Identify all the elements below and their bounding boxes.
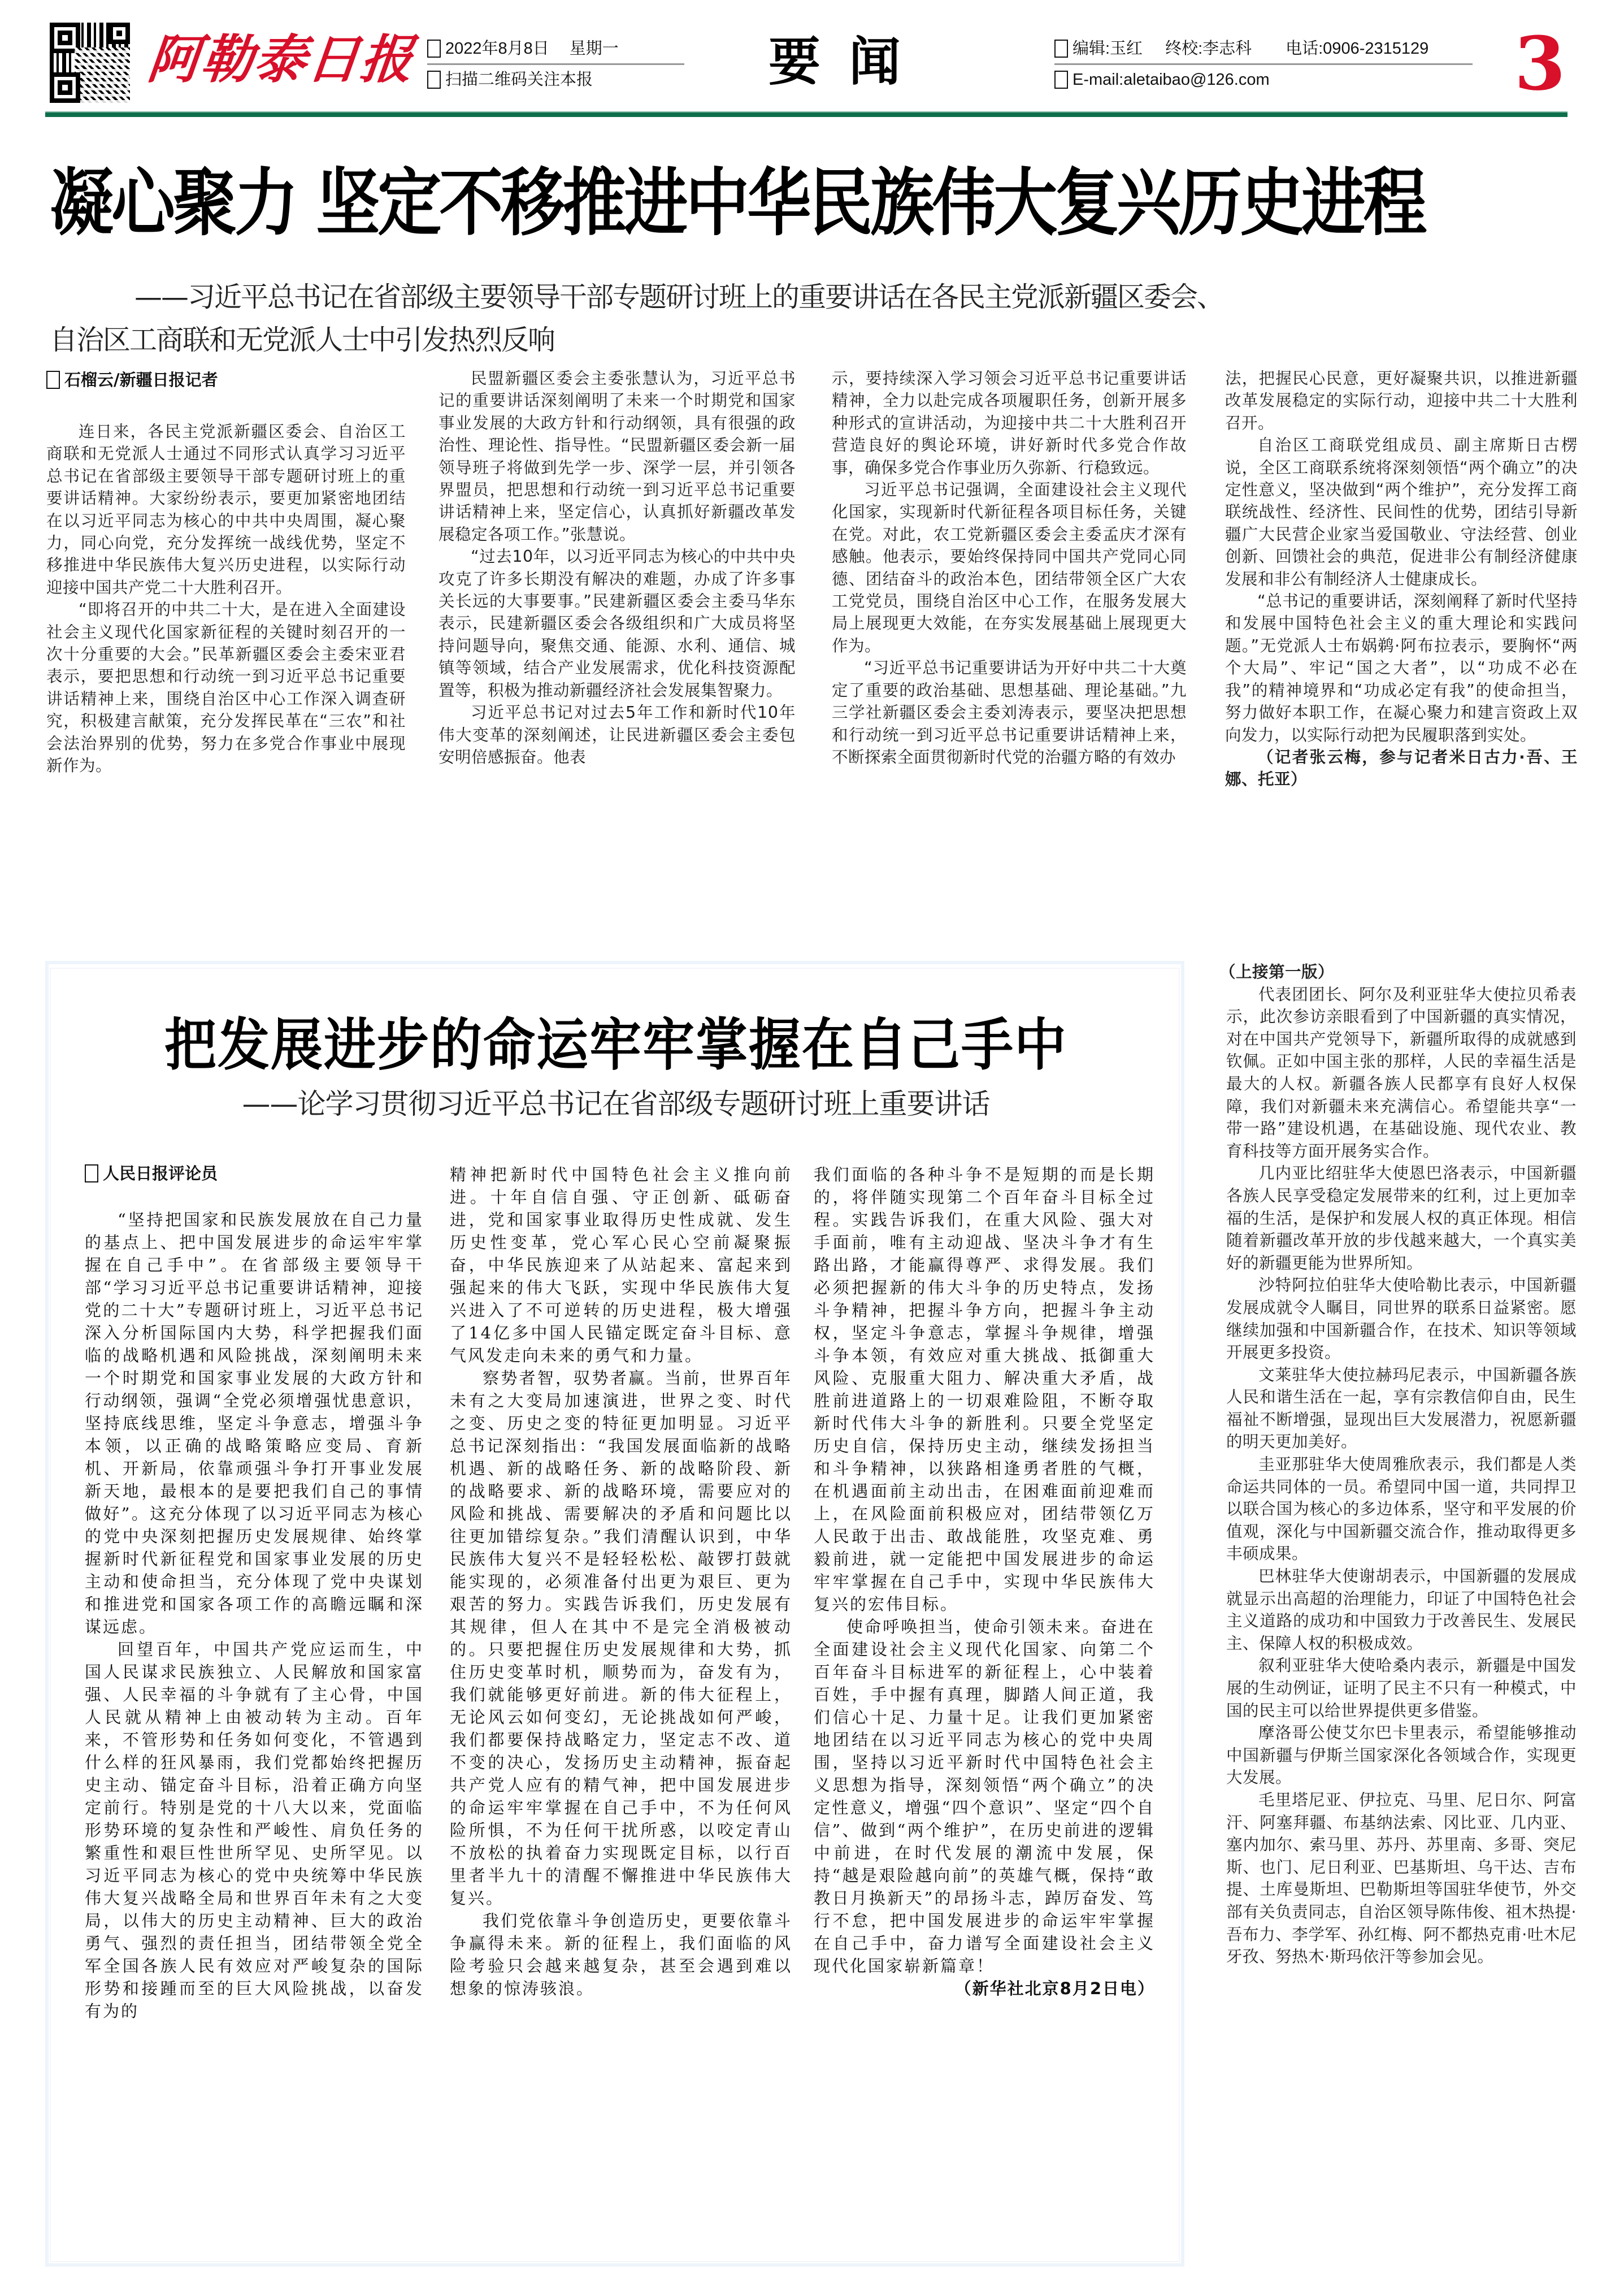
masthead (0, 0, 1624, 113)
section-title: 要闻 (768, 32, 930, 92)
lead-headline: 凝心聚力 坚定不移推进中华民族伟大复兴历史进程 (50, 160, 1425, 246)
paragraph: 法，把握民心民意，更好凝聚共识，以推进新疆改革发展稳定的实际行动，迎接中共二十大胜利召开。 (1225, 369, 1578, 432)
paragraph: 自治区工商联党组成员、副主席斯日古楞说，全区工商联系统将深刻领悟“两个确立”的决定性意义，坚决做到“两个维护”，充分发挥工商联统战性、经济性、民间性的优势，团结引导新疆广大民营企业家当爱国敬业、守法经营、创业创新、回馈社会的典范，促进非公有制经济健康发展和非公有制经济人士健康成长。 (1225, 436, 1578, 588)
commentary-title: 把发展进步的命运牢牢掌握在自己手中 (164, 1012, 1067, 1078)
square-bullet-icon (1054, 71, 1068, 89)
lead-byline-text: 石榴云/新疆日报记者 (64, 370, 218, 389)
paragraph: 习近平总书记强调，全面建设社会主义现代化国家，实现新时代新征程各项目标任务，关键在党。对此，农工党新疆区委会主委孟庆才深有感触。他表示，要始终保持同中国共产党同心同德、团结奋斗的政治本色，团结带领全区广大农工党党员，围绕自治区中心工作，在服务发展大局上展现更大效能，在夯实发展基础上展现更大作为。 (832, 480, 1187, 655)
commentary-subtitle: ——论学习贯彻习近平总书记在省部级专题研讨班上重要讲话 (242, 1088, 990, 1120)
paragraph: “过去10年，以习近平同志为核心的中共中央攻克了许多长期没有解决的难题，办成了许多事关长远的大事要事。”民建新疆区委会主委马华东表示，民建新疆区委会各级组织和广大成员将坚持问题导向，聚焦交通、能源、水利、通信、城镇等领域，结合产业发展需求，优化科技资源配置等，积极为推动新疆经济社会发展集智聚力。 (438, 547, 796, 700)
paragraph: “坚持把国家和民族发展放在自己力量的基点上、把中国发展进步的命运牢牢掌握在自己手中”。在省部级主要领导干部“学习习近平总书记重要讲话精神，迎接党的二十大”专题研讨班上，习近平总书记深入分析国际国内大势，科学把握我们面临的战略机遇和风险挑战，深刻阐明未来一个时期党和国家事业发展的大政方针和行动纲领，强调“全党必须增强忧患意识，坚持底线思维，坚定斗争意志，增强斗争本领，以正确的战略策略应变局、育新机、开新局，依靠顽强斗争打开事业发展新天地，最根本的是要把我们自己的事情做好”。这充分体现了以习近平同志为核心的党中央深刻把握历史发展规律、始终掌握新时代新征程党和国家事业发展的历史主动和使命担当，充分体现了党中央谋划和推进党和国家各项工作的高瞻远瞩和深谋远虑。 (85, 1210, 424, 1636)
commentary-dateline: （新华社北京8月2日电） (954, 1979, 1155, 1998)
paragraph: 精神把新时代中国特色社会主义推向前进。十年自信自强、守正创新、砥砺奋进，党和国家事业取得历史性成就、发生历史性变革，党心军心民心空前凝聚振奋，中华民族迎来了从站起来、富起来到强起来的伟大飞跃，实现中华民族伟大复兴进入了不可逆转的历史进程，极大增强了14亿多中国人民锚定既定奋斗目标、意气风发走向未来的勇气和力量。 (450, 1165, 792, 1365)
lead-byline (46, 369, 218, 391)
continued-from-front-page (1219, 961, 1577, 1968)
continuation-label: （上接第一版） (1219, 963, 1335, 981)
paragraph: 我们党依靠斗争创造历史，更要依靠斗争赢得未来。新的征程上，我们面临的风险考验只会越来越复杂，甚至会遇到难以想象的惊涛骇浪。 (450, 1911, 792, 1998)
lead-column-2 (438, 367, 796, 768)
lead-subhead-line-1: ——习近平总书记在省部级主要领导干部专题研讨班上的重要讲话在各民主党派新疆区委会、 (134, 281, 1224, 313)
paragraph: “习近平总书记重要讲话为开好中共二十大奠定了重要的政治基础、思想基础、理论基础。”九三学社新疆区委会主委刘涛表示，要坚决把思想和行动统一到习近平总书记重要讲话精神上来，不断探索全面贯彻新时代党的治疆方略的有效办 (832, 659, 1187, 766)
square-bullet-icon (427, 71, 441, 89)
paragraph: 毛里塔尼亚、伊拉克、马里、尼日尔、阿富汗、阿塞拜疆、布基纳法索、冈比亚、几内亚、塞内加尔、索马里、苏丹、苏里南、多哥、突尼斯、也门、尼日利亚、巴基斯坦、乌干达、吉布提、土库曼斯坦、巴勒斯坦等国驻华使节，外交部有关负责同志，自治区领导陈伟俊、祖木热提·吾布力、李学军、孙红梅、阿不都热克甫·吐木尼牙孜、努热木·斯玛依汗等参加会见。 (1226, 1790, 1577, 1966)
lead-column-4 (1225, 367, 1578, 791)
email-line (1054, 68, 1473, 91)
square-bullet-icon (1054, 40, 1068, 58)
header-rule (45, 111, 1567, 117)
phone: 电话:0906-2315129 (1286, 40, 1429, 58)
paragraph: 回望百年，中国共产党应运而生，中国人民谋求民族独立、人民解放和国家富强、人民幸福的斗争就有了主心骨，中国人民就从精神上由被动转为主动。百年来，不管形势和任务如何变化，不管遇到什么样的狂风暴雨，我们党都始终把握历史主动、锚定奋斗目标，沿着正确方向坚定前行。特别是党的十八大以来，党面临形势环境的复杂性和严峻性、肩负任务的繁重性和艰巨性世所罕见、史所罕见。以习近平同志为核心的党中央统筹中华民族伟大复兴战略全局和世界百年未有之大变局，以伟大的历史主动精神、巨大的政治勇气、强烈的责任担当，团结带领全党全军全国各族人民有效应对严峻复杂的国际形势和接踵而至的巨大风险挑战，以奋发有为的 (85, 1640, 424, 2021)
lead-column-1 (46, 421, 406, 777)
email-link[interactable]: E-mail:aletaibao@126.com (1072, 71, 1270, 89)
paragraph: 代表团团长、阿尔及利亚驻华大使拉贝希表示，此次参访亲眼看到了中国新疆的真实情况，对在中国共产党领导下，新疆所取得的成就感到钦佩。正如中国主张的那样，人民的幸福生活是最大的人权。新疆各族人民都享有良好人权保障，我们对新疆未来充满信心。希望能共享“一带一路”建设机遇，在基础设施、现代农业、教育科技等方面开展务实合作。 (1226, 985, 1577, 1160)
commentary-column-1 (85, 1208, 424, 2022)
paragraph: 沙特阿拉伯驻华大使哈勒比表示，中国新疆发展成就令人瞩目，同世界的联系日益紧密。愿继续加强和中国新疆合作，在技术、知识等领域开展更多投资。 (1226, 1276, 1577, 1362)
square-bullet-icon (85, 1164, 98, 1182)
paragraph: “总书记的重要讲话，深刻阐释了新时代坚持和发展中国特色社会主义的重大理论和实践问题。”无党派人士布娲鹈·阿布拉表示，要胸怀“两个大局”、牢记“国之大者”，以“功成不必在我”的精神境界和“功成必定有我”的使命担当，努力做好本职工作，在凝心聚力和建言资政上双向发力，以实际行动把为民履职落到实处。 (1225, 592, 1578, 744)
square-bullet-icon (427, 40, 441, 58)
paragraph: 文莱驻华大使拉赫玛尼表示，中国新疆各族人民和谐生活在一起，享有宗教信仰自由，民生福祉不断增强，显现出巨大发展潜力，祝愿新疆的明天更加美好。 (1226, 1365, 1577, 1452)
editor-line (1054, 37, 1473, 60)
lead-column-3 (832, 367, 1187, 768)
reporter-credit: （记者张云梅，参与记者米日古力·吾、王娜、托亚） (1225, 747, 1578, 789)
proofreader: 终校:李志科 (1165, 40, 1252, 58)
paragraph: 我们面临的各种斗争不是短期的而是长期的，将伴随实现第二个百年奋斗目标全过程。实践告诉我们，在重大风险、强大对手面前，唯有主动迎战、坚决斗争才有生路出路，才能赢得尊严、求得发展。我们必须把握新的伟大斗争的历史特点，发扬斗争精神，把握斗争方向，把握斗争主动权，坚定斗争意志，掌握斗争规律，增强斗争本领，有效应对重大挑战、抵御重大风险、克服重大阻力、解决重大矛盾，战胜前进道路上的一切艰难险阻，不断夺取新时代伟大斗争的新胜利。只要全党坚定历史自信，保持历史主动，继续发扬担当和斗争精神，以狭路相逢勇者胜的气概，在机遇面前主动出击，在困难面前迎难而上，在风险面前积极应对，团结带领亿万人民敢于出击、敢战能胜，攻坚克难、勇毅前进，就一定能把中国发展进步的命运牢牢掌握在自己手中，实现中华民族伟大复兴的宏伟目标。 (814, 1165, 1155, 1614)
paragraph: 摩洛哥公使艾尔巴卡里表示，希望能够推动中国新疆与伊斯兰国家深化各领域合作，实现更大发展。 (1226, 1723, 1577, 1787)
editorial-info (1054, 37, 1473, 91)
lead-subhead (50, 276, 1575, 362)
paragraph: 几内亚比绍驻华大使恩巴洛表示，中国新疆各族人民享受稳定发展带来的红利，过上更加幸福的生活，是保护和发展人权的真正体现。相信随着新疆改革开放的步伐越来越大，一个真实美好的新疆更能为世界所知。 (1226, 1164, 1577, 1272)
paragraph: 使命呼唤担当，使命引领未来。奋进在全面建设社会主义现代化国家、向第二个百年奋斗目标进军的新征程上，心中装着百姓，手中握有真理，脚踏人间正道，我们信心十足、力量十足。让我们更加紧密地团结在以习近平同志为核心的党中央周围，坚持以习近平新时代中国特色社会主义思想为指导，深刻领悟“两个确立”的决定性意义，增强“四个意识”、坚定“四个自信”、做到“两个维护”，在历史前进的逻辑中前进，在时代发展的潮流中发展，保持“越是艰险越向前”的英雄气概，保持“敢教日月换新天”的昂扬斗志，踔厉奋发、笃行不怠，把中国发展进步的命运牢牢掌握在自己手中，奋力谱写全面建设社会主义现代化国家崭新篇章！ (814, 1617, 1155, 1976)
page-number: 3 (1514, 20, 1566, 107)
paragraph: 习近平总书记对过去5年工作和新时代10年伟大变革的深刻阐述，让民进新疆区委会主委包安明倍感振奋。他表 (438, 703, 796, 766)
commentary-column-3 (814, 1163, 1155, 2000)
issue-info (427, 37, 684, 91)
issue-date-line (427, 37, 684, 60)
paragraph: 示，要持续深入学习领会习近平总书记重要讲话精神，全力以赴完成各项履职任务，创新开展多种形式的宣讲活动，为迎接中共二十大胜利召开营造良好的舆论环境，讲好新时代多党合作故事，确保多党合作事业历久弥新、行稳致远。 (832, 369, 1187, 477)
lead-subhead-line-2: 自治区工商联和无党派人士中引发热烈反响 (50, 324, 555, 356)
scan-hint: 扫描二维码关注本报 (445, 71, 593, 89)
divider (1054, 63, 1473, 65)
scan-hint-line (427, 68, 684, 91)
paragraph: 巴林驻华大使谢胡表示，中国新疆的发展成就显示出高超的治理能力，印证了中国特色社会主义道路的成功和中国致力于改善民生、发展民主、保障人权的积极成效。 (1226, 1567, 1577, 1653)
paragraph: 察势者智，驭势者赢。当前，世界百年未有之大变局加速演进，世界之变、时代之变、历史之变的特征更加明显。习近平总书记深刻指出：“我国发展面临新的战略机遇、新的战略任务、新的战略阶段、新的战略要求、新的战略环境，需要应对的风险和挑战、需要解决的矛盾和问题比以往更加错综复杂。”我们清醒认识到，中华民族伟大复兴不是轻轻松松、敲锣打鼓就能实现的，必须准备付出更为艰巨、更为艰苦的努力。实践告诉我们，历史发展有其规律，但人在其中不是完全消极被动的。只要把握住历史发展规律和大势，抓住历史变革时机，顺势而为，奋发有为，我们就能够更好前进。新的伟大征程上，无论风云如何变幻，无论挑战如何严峻，我们都要保持战略定力，坚定志不改、道不变的决心，发扬历史主动精神，振奋起共产党人应有的精气神，把中国发展进步的命运牢牢掌握在自己手中，不为任何风险所惧，不为任何干扰所惑，以咬定青山不放松的执着奋力实现既定目标，以行百里者半九十的清醒不懈推进中华民族伟大复兴。 (450, 1368, 792, 1908)
editor: 编辑:玉红 (1072, 40, 1143, 58)
issue-weekday: 星期一 (569, 40, 619, 58)
paragraph: “即将召开的中共二十大，是在进入全面建设社会主义现代化国家新征程的关键时刻召开的一次十分重要的大会。”民革新疆区委会主委宋亚君表示，要把思想和行动统一到习近平总书记重要讲话精神上来，围绕自治区中心工作深入调查研究，积极建言献策，充分发挥民革在“三农”和社会法治界别的优势，努力在多党合作事业中展现新作为。 (46, 600, 406, 776)
commentary-byline (85, 1162, 218, 1185)
qr-code-icon (50, 23, 130, 103)
divider (427, 63, 684, 65)
commentary-column-2 (450, 1163, 792, 2000)
paragraph: 连日来，各民主党派新疆区委会、自治区工商联和无党派人士通过不同形式认真学习习近平总书记在省部级主要领导干部专题研讨班上的重要讲话精神。大家纷纷表示，要更加紧密地团结在以习近平同志为核心的中共中央周围，凝心聚力，同心向党，充分发挥统一战线优势，坚定不移推进中华民族伟大复兴历史进程，以实际行动迎接中国共产党二十大胜利召开。 (46, 422, 406, 597)
paragraph: 叙利亚驻华大使哈桑内表示，新疆是中国发展的生动例证，证明了民主不只有一种模式，中国的民主可以给世界提供更多借鉴。 (1226, 1656, 1577, 1720)
paragraph: 圭亚那驻华大使周雅欣表示，我们都是人类命运共同体的一员。希望同中国一道，共同捍卫以联合国为核心的多边体系，坚守和平发展的价值观，深化与中国新疆交流合作，推动取得更多丰硕成果。 (1226, 1455, 1577, 1563)
commentary-byline-text: 人民日报评论员 (103, 1164, 218, 1183)
square-bullet-icon (46, 371, 60, 389)
paragraph: 民盟新疆区委会主委张慧认为，习近平总书记的重要讲话深刻阐明了未来一个时期党和国家事业发展的大政方针和行动纲领，具有很强的政治性、理论性、指导性。“民盟新疆区委会新一届领导班子将做到先学一步、深学一层，并引领各界盟员，把思想和行动统一到习近平总书记重要讲话精神上来，坚定信心，认真抓好新疆改革发展稳定各项工作。”张慧说。 (438, 369, 796, 544)
newspaper-logo: 阿勒泰日报 (145, 29, 417, 90)
issue-date: 2022年8月8日 (445, 40, 549, 58)
